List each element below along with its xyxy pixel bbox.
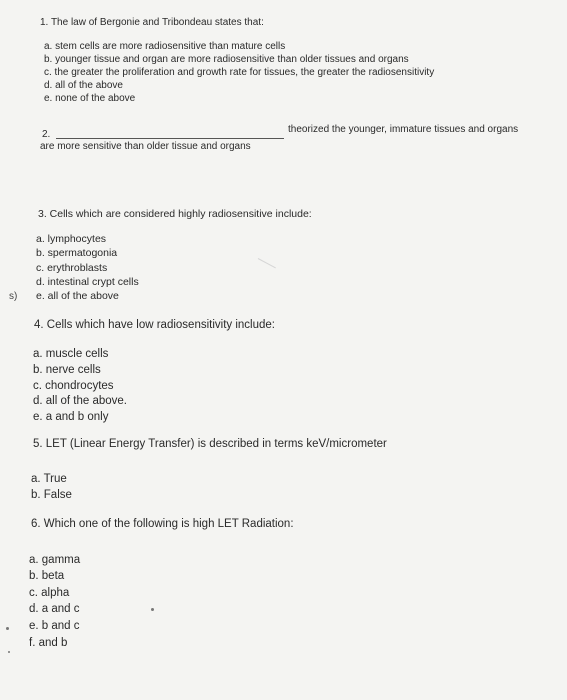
paper-speck xyxy=(151,608,154,611)
question-5-option-b: b. False xyxy=(31,489,72,501)
question-2-blank-line xyxy=(56,138,284,139)
question-6-option-b: b. beta xyxy=(29,570,65,582)
question-2-text-line-2: are more sensitive than older tissue and organs xyxy=(40,141,251,152)
question-6-stem: 6. Which one of the following is high LET Radiation: xyxy=(31,518,294,530)
question-3-option-a: a. lymphocytes xyxy=(36,233,107,245)
question-3-option-e: e. all of the above xyxy=(36,290,119,302)
question-1-stem: 1. The law of Bergonie and Tribondeau states that: xyxy=(40,17,264,28)
question-4-option-a: a. muscle cells xyxy=(33,348,109,360)
margin-mark: s) xyxy=(9,291,18,302)
question-3-option-b: b. spermatogonia xyxy=(36,247,118,259)
question-4-option-d: d. all of the above. xyxy=(33,395,127,407)
question-5-option-a: a. True xyxy=(31,473,67,485)
question-2-text-after-blank: theorized the younger, immature tissues and organs xyxy=(288,124,519,135)
question-2-number: 2. xyxy=(42,129,51,140)
question-1-option-a: a. stem cells are more radiosensitive than mature cells xyxy=(44,41,286,52)
question-4-option-e: e. a and b only xyxy=(33,411,109,423)
question-1-option-d: d. all of the above xyxy=(44,80,123,91)
question-5-stem: 5. LET (Linear Energy Transfer) is described in terms keV/micrometer xyxy=(33,438,387,450)
question-6-option-c: c. alpha xyxy=(29,587,70,599)
question-3-option-d: d. intestinal crypt cells xyxy=(36,276,139,288)
question-6-option-e: e. b and c xyxy=(29,620,80,632)
paper-speck xyxy=(8,651,10,653)
question-1-option-c: c. the greater the proliferation and growth rate for tissues, the greater the radiosensitivity xyxy=(44,67,435,78)
question-6-option-d: d. a and c xyxy=(29,603,80,615)
question-6-option-f: f. and b xyxy=(29,637,68,649)
paper-speck xyxy=(6,627,9,630)
question-6-option-a: a. gamma xyxy=(29,554,81,566)
faint-pencil-stroke xyxy=(258,258,276,268)
question-4-stem: 4. Cells which have low radiosensitivity include: xyxy=(34,319,275,331)
question-4-option-b: b. nerve cells xyxy=(33,364,101,376)
question-3-option-c: c. erythroblasts xyxy=(36,262,108,274)
question-1-option-b: b. younger tissue and organ are more radiosensitive than older tissues and organs xyxy=(44,54,409,65)
question-3-stem: 3. Cells which are considered highly radiosensitive include: xyxy=(38,208,312,220)
question-4-option-c: c. chondrocytes xyxy=(33,380,114,392)
question-1-option-e: e. none of the above xyxy=(44,93,136,104)
